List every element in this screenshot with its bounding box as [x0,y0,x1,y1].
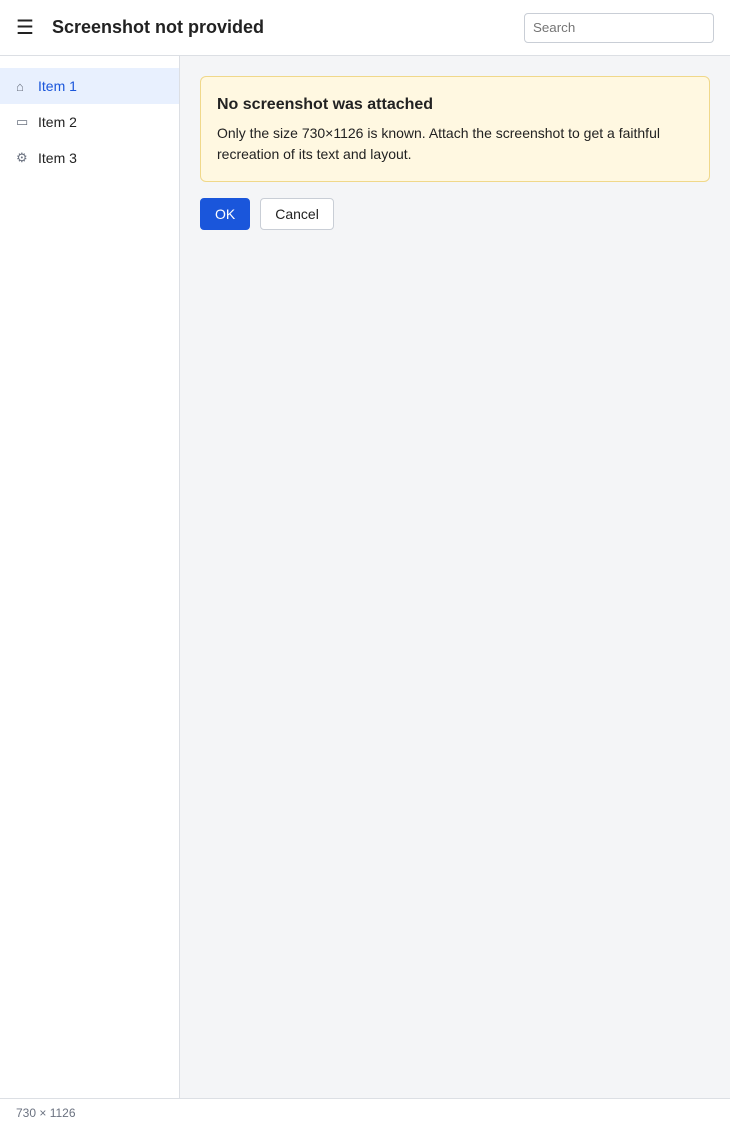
ok-button[interactable]: OK [200,198,250,230]
folder-icon: ▭ [16,114,29,129]
sidebar-item-3[interactable] [0,140,179,176]
top-bar [0,0,730,56]
notice-panel [200,76,710,182]
sidebar-item-label: Item 2 [38,114,77,130]
sidebar-item-1[interactable] [0,68,179,104]
sidebar-item-2[interactable] [0,104,179,140]
home-icon: ⌂ [16,78,24,94]
action-row [200,198,710,230]
cancel-button[interactable]: Cancel [260,198,334,230]
status-bar [0,1098,730,1126]
app-title: Screenshot not provided [52,17,265,37]
content-area [0,56,730,1098]
settings-icon: ⚙ [16,150,28,165]
notice-body: Only the size 730×1126 is known. Attach the screenshot to get a faithful recreation of its text and layout. [217,125,660,162]
sidebar-item-label: Item 1 [38,78,77,94]
status-text: 730 × 1126 [16,1105,76,1120]
sidebar [0,56,180,1098]
sidebar-item-label: Item 3 [38,150,77,166]
search-input[interactable] [524,13,714,43]
notice-heading: No screenshot was attached [217,96,434,113]
hamburger-icon[interactable]: ☰ [16,17,34,39]
main-panel [180,56,730,1098]
